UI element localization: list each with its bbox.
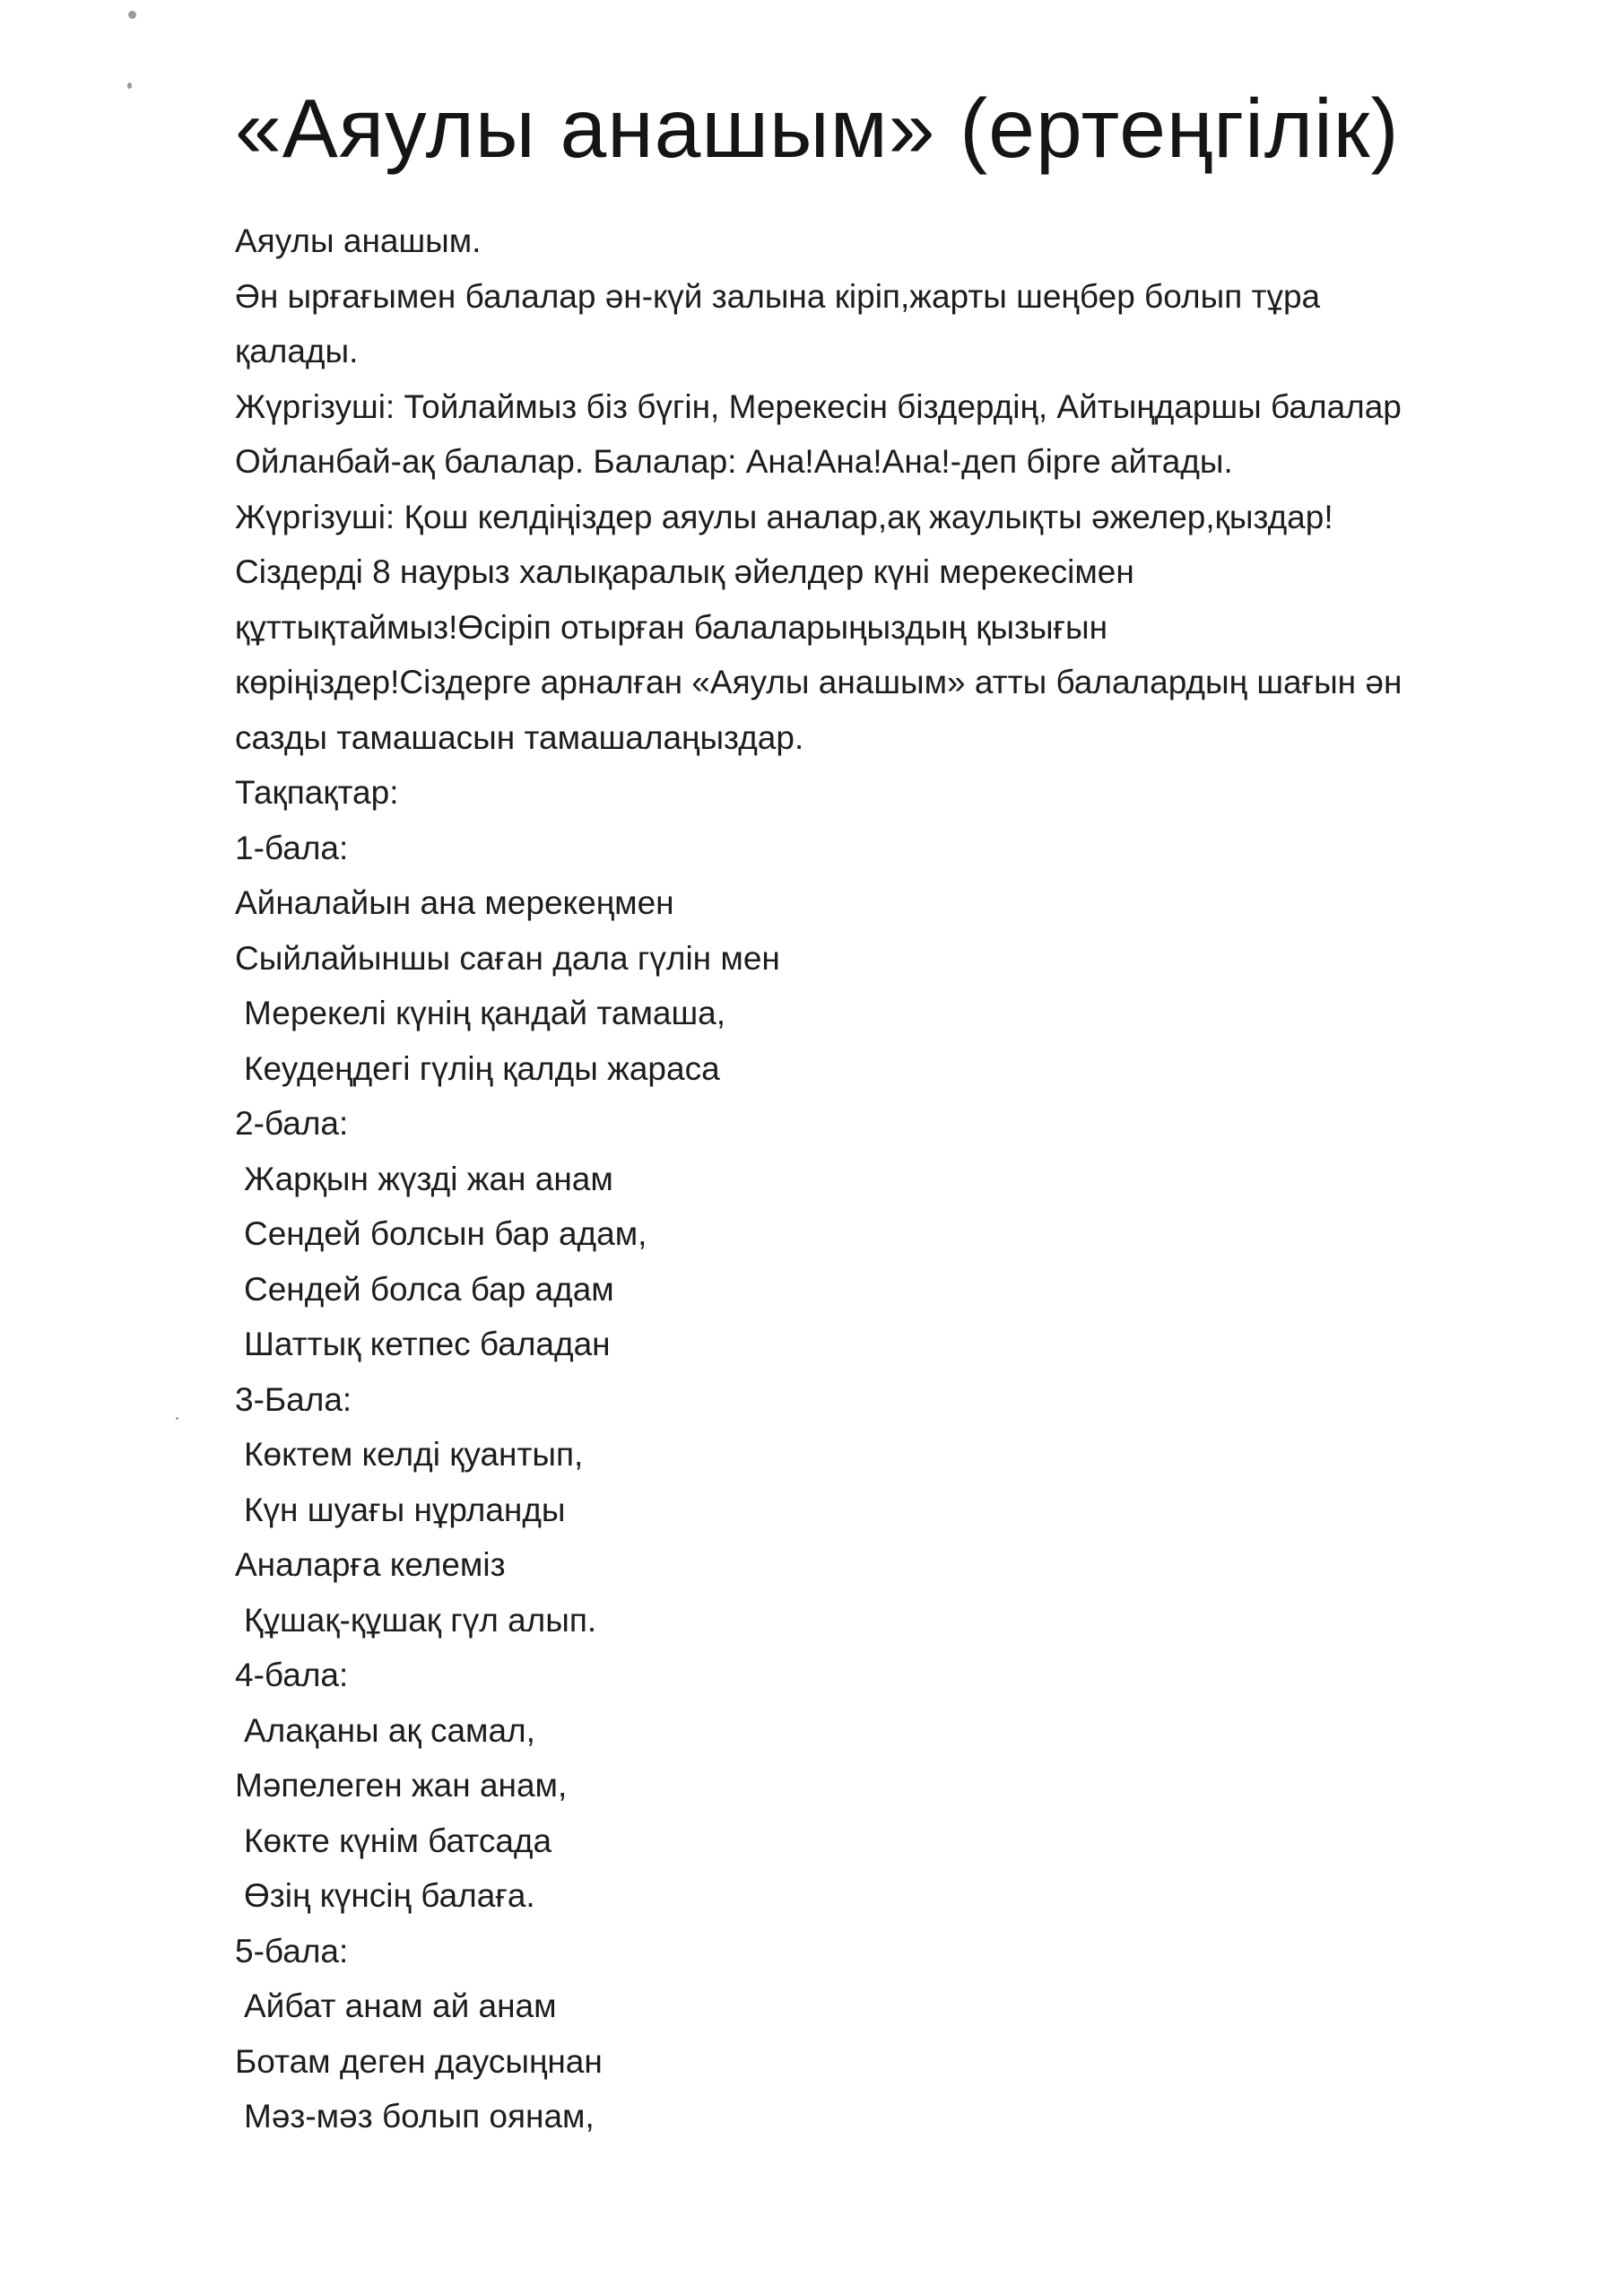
text-line: Ән ырғағымен балалар ән-күй залына кіріп,жарты шеңбер болып тұра [235,277,1321,315]
text-line: 3-Бала: [235,1380,352,1418]
text-line: қалады. [235,333,359,370]
scan-speck [128,11,136,19]
text-line: Айналайын ана мерекеңмен [235,884,674,921]
document-body [235,213,1526,2144]
text-line: Кеудеңдегі гүлің қалды жараса [244,1049,720,1087]
text-line: 4-бала: [235,1657,349,1693]
text-line: Мәпелеген жан анам, [235,1767,568,1804]
text-line: Ойланбай-ақ балалар. Балалар: Ана!Ана!Ана!-деп бірге айтады. [235,443,1233,480]
text-line: көріңіздер!Сіздерге арналған «Аяулы анашым» атты балалардың шағын ән [235,664,1403,700]
text-line: Шаттық кетпес баладан [244,1326,611,1362]
text-line: Мәз-мәз болып оянам, [244,2098,595,2135]
text-line: 2-бала: [235,1105,349,1142]
text-line: Тақпақтар: [235,774,399,811]
scan-speck [176,1417,178,1420]
text-line: Жарқын жүзді жан анам [244,1160,613,1197]
text-line: Сіздерді 8 наурыз халықаралық әйелдер күні мерекесімен [235,553,1134,590]
text-line: Аналарға келеміз [235,1546,506,1583]
text-line: Ботам деген даусыңнан [235,2042,603,2080]
text-line: Жүргізуші: Тойлаймыз біз бүгін, Мерекесін біздердің, Айтыңдаршы балалар [235,387,1402,425]
text-line: Көктем келді қуантып, [244,1436,584,1473]
text-line: Көкте күнім батсада [244,1822,552,1859]
text-line: 5-бала: [235,1932,349,1970]
page-title: «Аяулы анашым» (ертеңгілік) [235,82,1400,175]
text-line: Құшақ-құшақ гүл алып. [244,1601,597,1639]
text-line: Сендей болсын бар адам, [244,1215,647,1252]
text-line: 1-бала: [235,829,349,866]
text-line: құттықтаймыз!Өсіріп отырған балаларыңыздың қызығын [235,608,1108,646]
text-line: Сыйлайыншы саған дала гүлін мен [235,939,780,977]
text-line: Мерекелі күнің қандай тамаша, [244,995,726,1031]
text-line: Өзің күнсің балаға. [244,1877,535,1914]
text-line: Күн шуағы нұрланды [244,1491,566,1528]
scan-speck [127,83,132,89]
text-line: Жүргізуші: Қош келдіңіздер аяулы аналар,ақ жаулықты әжелер,қыздар! [235,498,1333,535]
text-line: Айбат анам ай анам [244,1987,557,2024]
text-line: сазды тамашасын тамашалаңыздар. [235,718,804,756]
text-line: Алақаны ақ самал, [244,1711,535,1749]
text-line: Сендей болса бар адам [244,1270,614,1308]
text-line: Аяулы анашым. [235,222,482,259]
